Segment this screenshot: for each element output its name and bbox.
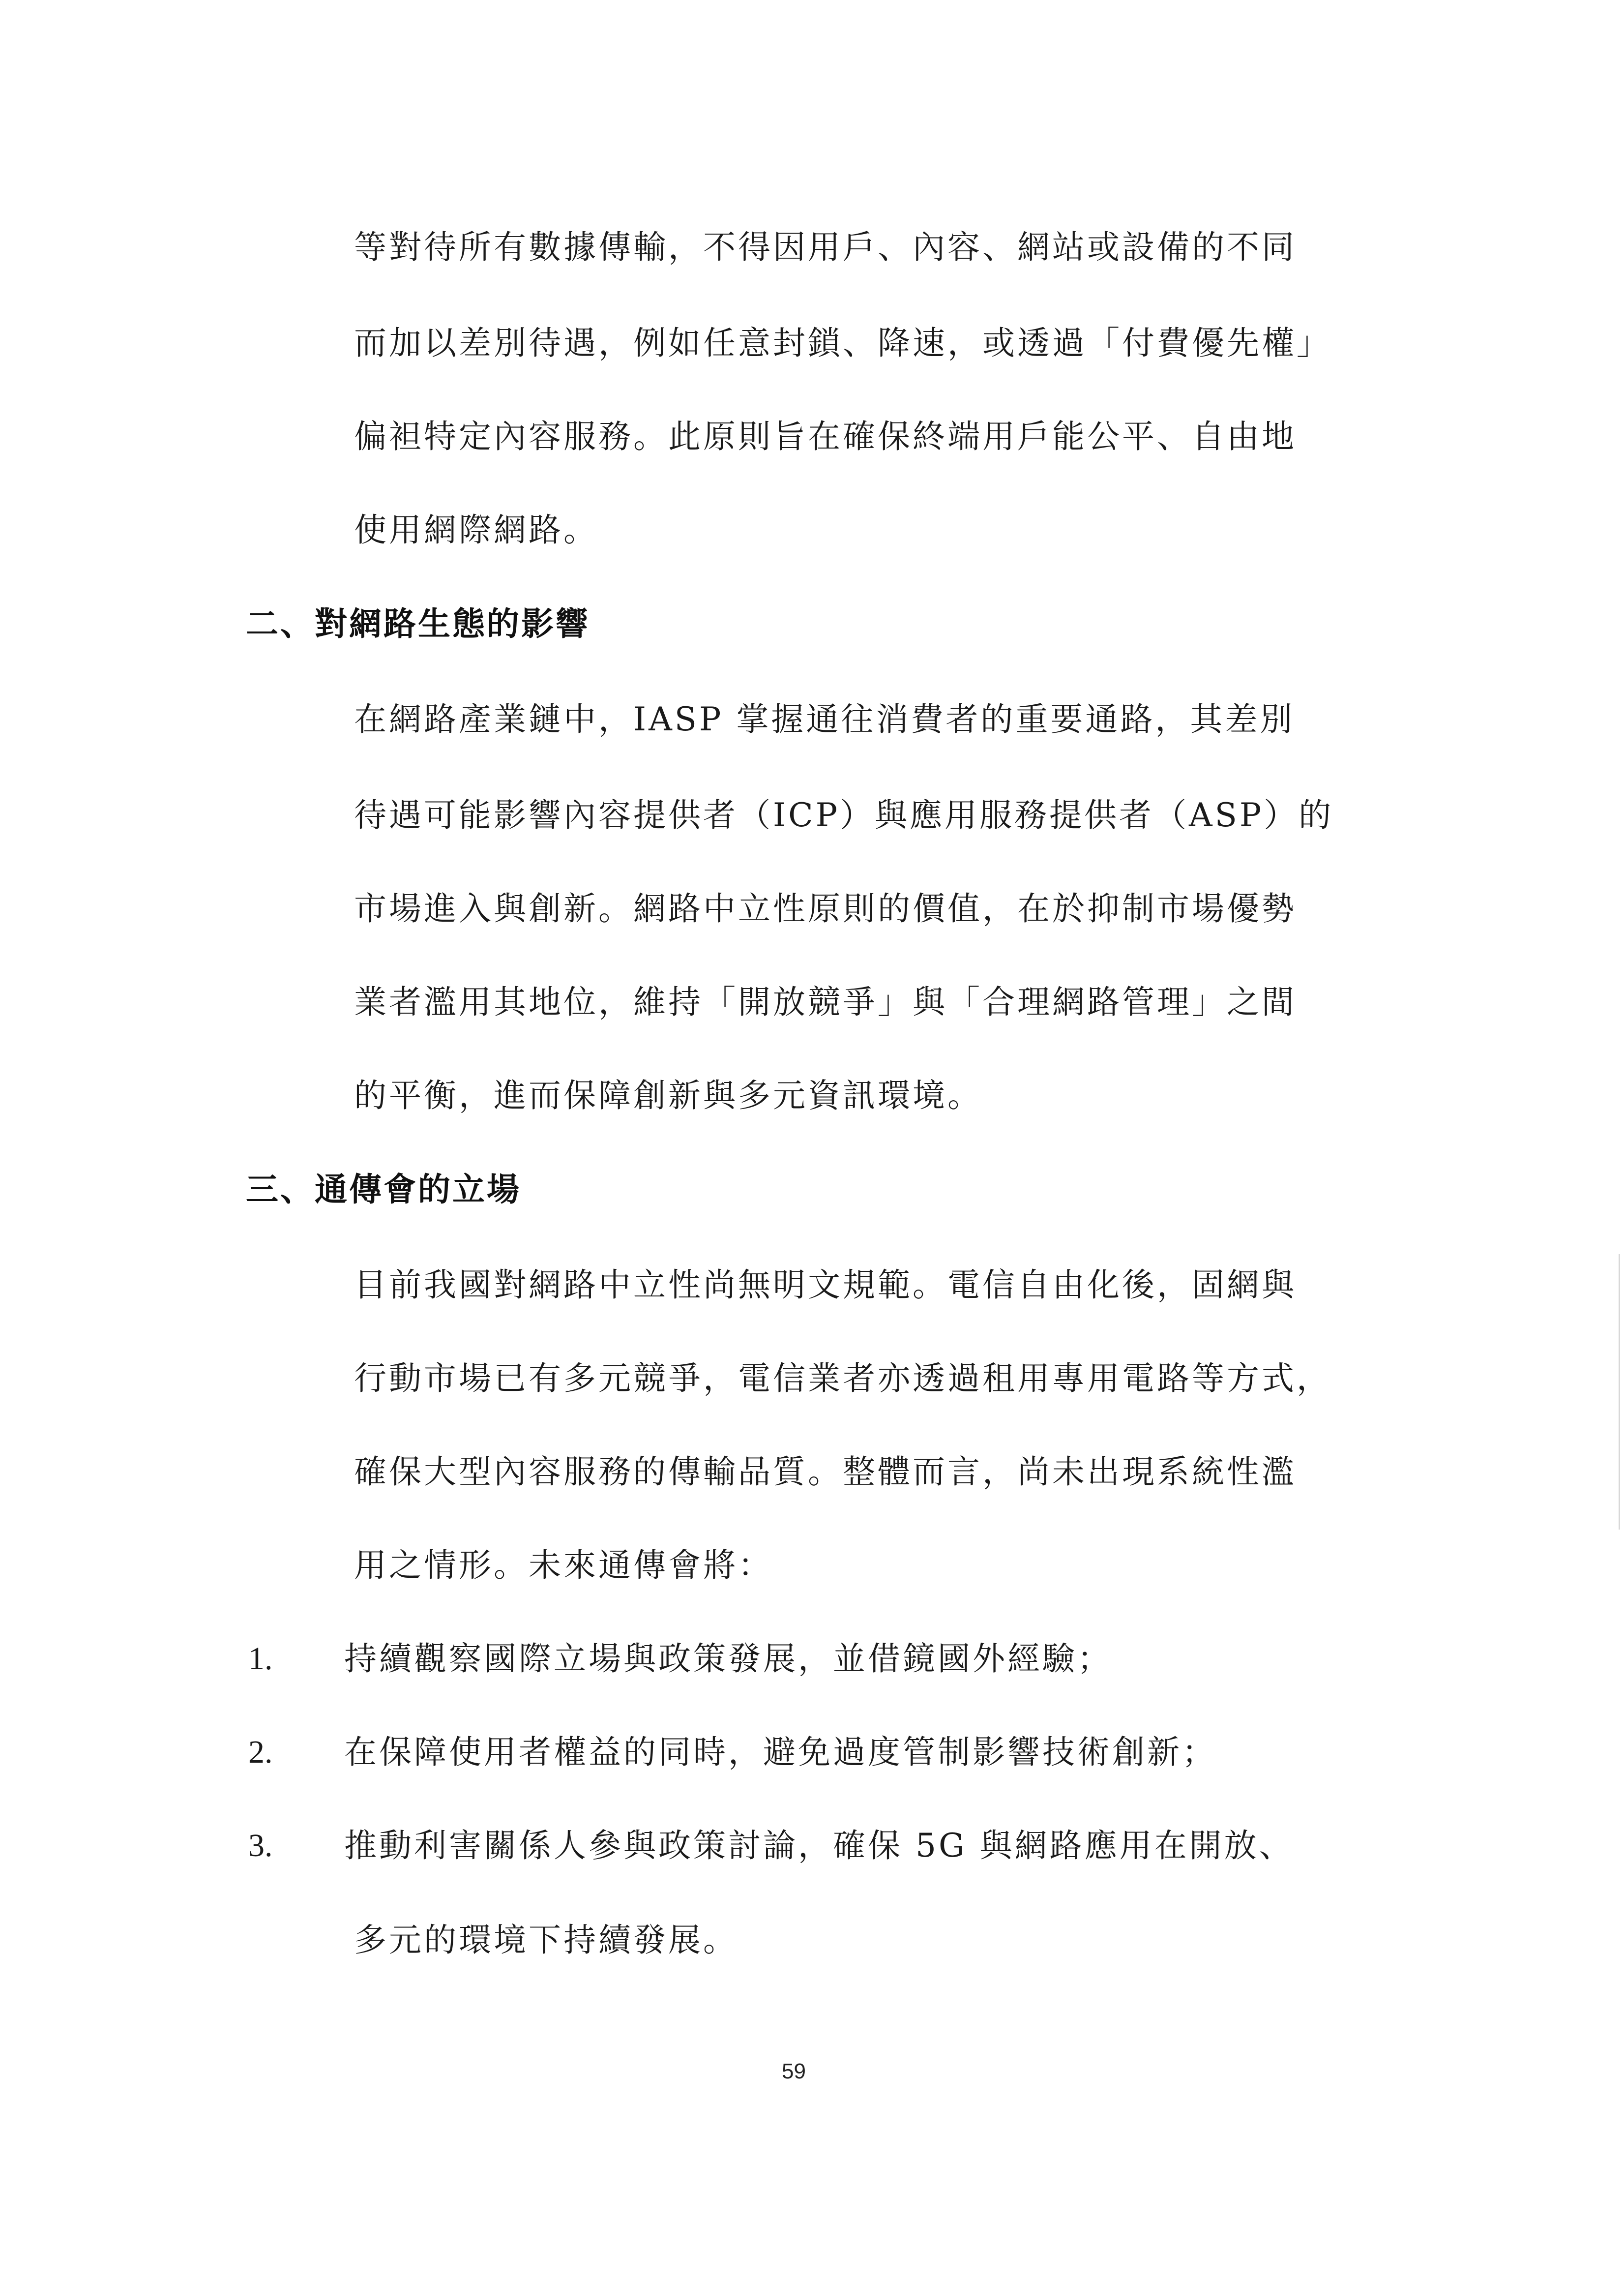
scan-artifact <box>1619 1254 1620 1530</box>
list-item-1: 持續觀察國際立場與政策發展，並借鏡國外經驗； <box>344 1640 1112 1678</box>
page-number: 59 <box>782 2059 806 2083</box>
intro-line-1: 等對待所有數據傳輸，不得因用戶、內容、網站或設備的不同 <box>354 228 1297 266</box>
section-3-line-2: 行動市場已有多元競爭，電信業者亦透過租用專用電路等方式， <box>354 1359 1331 1397</box>
section-2-line-2: 待遇可能影響內容提供者（ICP）與應用服務提供者（ASP）的 <box>354 796 1334 834</box>
list-number-2: 2. <box>248 1734 273 1770</box>
section-3-line-3: 確保大型內容服務的傳輸品質。整體而言，尚未出現系統性濫 <box>354 1453 1297 1491</box>
list-item-3: 推動利害關係人參與政策討論，確保 5G 與網路應用在開放、 <box>344 1827 1294 1864</box>
section-3-line-4: 用之情形。未來通傳會將： <box>354 1546 773 1584</box>
intro-line-2: 而加以差別待遇，例如任意封鎖、降速，或透過「付費優先權」 <box>354 324 1331 362</box>
section-3-line-1: 目前我國對網路中立性尚無明文規範。電信自由化後，固網與 <box>354 1266 1297 1304</box>
section-2-line-5: 的平衡，進而保障創新與多元資訊環境。 <box>354 1077 982 1114</box>
section-3-heading: 三、通傳會的立場 <box>246 1170 521 1208</box>
intro-line-4: 使用網際網路。 <box>354 511 598 549</box>
intro-line-3: 偏袒特定內容服務。此原則旨在確保終端用戶能公平、自由地 <box>354 418 1297 455</box>
section-2-line-3: 市場進入與創新。網路中立性原則的價值，在於抑制市場優勢 <box>354 890 1297 928</box>
list-item-2: 在保障使用者權益的同時，避免過度管制影響技術創新； <box>344 1733 1217 1771</box>
list-number-1: 1. <box>248 1641 273 1677</box>
list-item-3-continuation: 多元的環境下持續發展。 <box>354 1921 738 1959</box>
section-2-heading: 二、對網路生態的影響 <box>246 604 590 643</box>
section-2-line-1: 在網路產業鏈中，IASP 掌握通往消費者的重要通路，其差別 <box>354 700 1295 738</box>
section-2-line-4: 業者濫用其地位，維持「開放競爭」與「合理網路管理」之間 <box>354 983 1297 1021</box>
list-number-3: 3. <box>248 1828 273 1863</box>
